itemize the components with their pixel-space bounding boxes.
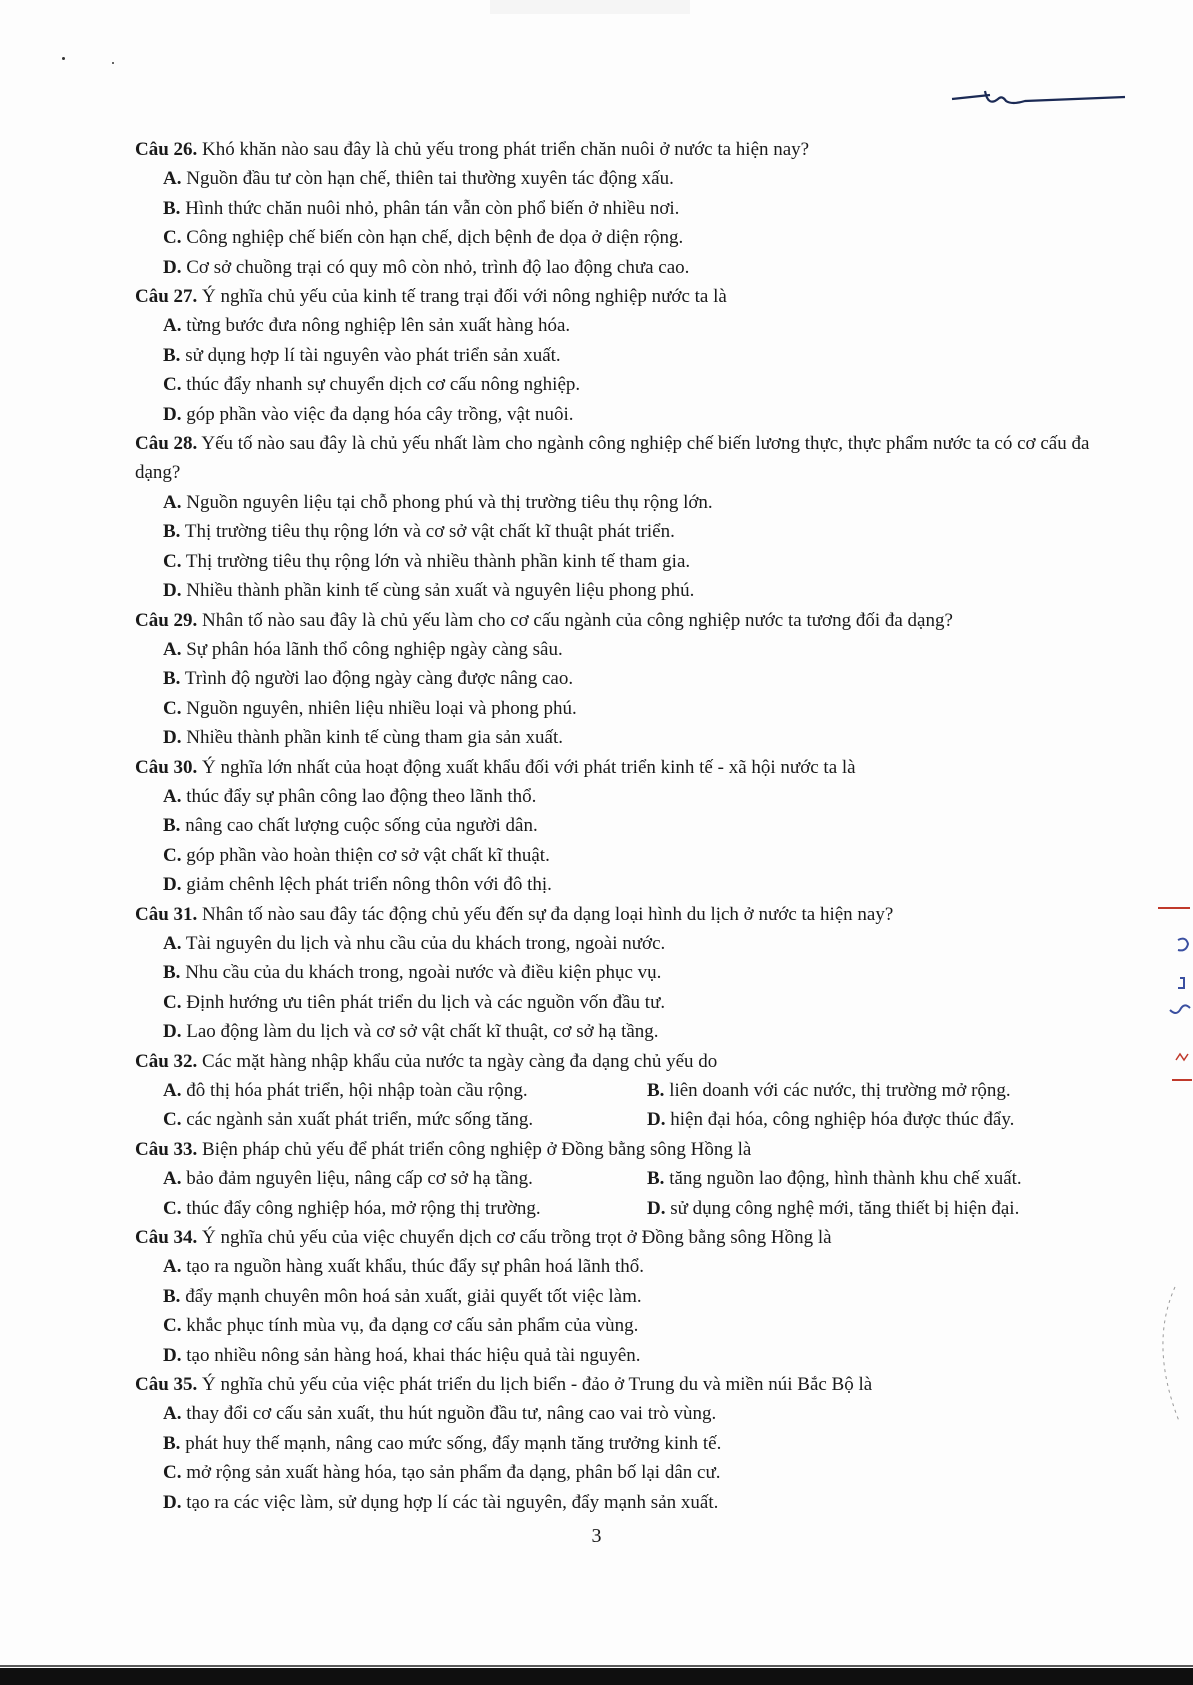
question-text: Yếu tố nào sau đây là chủ yếu nhất làm cho ngành công nghiệp chế biến lương thực, thực phẩm nước ta có cơ cấu đa dạng?: [135, 433, 1090, 484]
answer-option: [135, 517, 1105, 546]
answer-option: [135, 1429, 1105, 1458]
option-text: Nhu cầu của du khách trong, ngoài nước và điều kiện phục vụ.: [180, 962, 662, 984]
option-text: Lao động làm du lịch và cơ sở vật chất kĩ thuật, cơ sở hạ tầng.: [181, 1021, 659, 1043]
option-text: tạo nhiều nông sản hàng hoá, khai thác hiệu quả tài nguyên.: [181, 1344, 641, 1366]
option-text: tạo ra nguồn hàng xuất khẩu, thúc đẩy sự phân hoá lãnh thổ.: [181, 1256, 644, 1278]
answer-option: [135, 341, 1105, 370]
option-text: Hình thức chăn nuôi nhỏ, phân tán vẫn còn phổ biến ở nhiều nơi.: [180, 197, 680, 219]
option-text: Trình độ người lao động ngày càng được nâng cao.: [180, 668, 574, 690]
answer-option-row: [135, 1194, 1105, 1223]
question-text: Khó khăn nào sau đây là chủ yếu trong phát triển chăn nuôi ở nước ta hiện nay?: [197, 139, 810, 160]
option-text: đẩy mạnh chuyên môn hoá sản xuất, giải quyết tốt việc làm.: [180, 1285, 642, 1307]
option-letter: C.: [163, 1197, 182, 1219]
question-stem: [135, 606, 1105, 635]
scan-speck: [112, 62, 114, 64]
option-letter: C.: [163, 844, 182, 866]
option-letter: A.: [163, 785, 182, 807]
question-stem: [135, 1047, 1105, 1076]
option-letter: C.: [163, 1109, 182, 1131]
option-letter: C.: [163, 550, 182, 572]
option-text: Nguồn nguyên, nhiên liệu nhiều loại và phong phú.: [181, 697, 577, 719]
question-stem: [135, 135, 1105, 164]
question-text: Nhân tố nào sau đây tác động chủ yếu đến sự đa dạng loại hình du lịch ở nước ta hiện nay?: [197, 903, 894, 925]
option-text: thay đổi cơ cấu sản xuất, thu hút nguồn đầu tư, nâng cao vai trò vùng.: [181, 1403, 717, 1425]
option-text: đô thị hóa phát triển, hội nhập toàn cầu rộng.: [181, 1080, 528, 1101]
answer-option: [135, 576, 1105, 605]
option-text: phát huy thế mạnh, nâng cao mức sống, đẩy mạnh tăng trưởng kinh tế.: [180, 1432, 722, 1454]
answer-option: [135, 547, 1105, 576]
option-letter: D.: [163, 1491, 182, 1513]
option-text: thúc đẩy sự phân công lao động theo lãnh thổ.: [181, 785, 537, 807]
option-letter: D.: [163, 256, 182, 278]
option-letter: A.: [163, 932, 182, 954]
question-text: Các mặt hàng nhập khẩu của nước ta ngày càng đa dạng chủ yếu do: [197, 1050, 718, 1072]
option-text: góp phần vào việc đa dạng hóa cây trồng, vật nuôi.: [181, 403, 574, 425]
answer-option: [135, 370, 1105, 399]
option-text: hiện đại hóa, công nghiệp hóa được thúc đẩy.: [665, 1109, 1015, 1131]
answer-option: [135, 870, 1105, 899]
option-text: Thị trường tiêu thụ rộng lớn và cơ sở vật chất kĩ thuật phát triển.: [180, 521, 675, 543]
option-text: sử dụng công nghệ mới, tăng thiết bị hiện đại.: [665, 1197, 1020, 1219]
question-text: Ý nghĩa chủ yếu của kinh tế trang trại đối với nông nghiệp nước ta là: [197, 286, 727, 308]
answer-option: [163, 1194, 647, 1223]
option-letter: A.: [163, 638, 182, 660]
question-number: Câu 34.: [135, 1227, 198, 1249]
question-text: Nhân tố nào sau đây là chủ yếu làm cho cơ cấu ngành của công nghiệp nước ta tương đối đa dạng?: [197, 609, 953, 631]
option-letter: A.: [163, 1403, 182, 1425]
question-stem: [135, 429, 1105, 488]
option-letter: B.: [163, 815, 181, 837]
question-text: Ý nghĩa chủ yếu của việc chuyển dịch cơ cấu trồng trọt ở Đồng bằng sông Hồng là: [197, 1227, 832, 1249]
option-letter: A.: [163, 168, 182, 190]
option-letter: C.: [163, 991, 182, 1013]
option-text: từng bước đưa nông nghiệp lên sản xuất hàng hóa.: [181, 315, 571, 337]
option-text: mở rộng sản xuất hàng hóa, tạo sản phẩm đa dạng, phân bố lại dân cư.: [181, 1462, 721, 1484]
option-text: sử dụng hợp lí tài nguyên vào phát triển sản xuất.: [180, 344, 561, 366]
option-letter: C.: [163, 227, 182, 249]
option-letter: C.: [163, 1315, 182, 1337]
answer-option: [135, 400, 1105, 429]
option-text: Thị trường tiêu thụ rộng lớn và nhiều thành phần kinh tế tham gia.: [181, 550, 691, 572]
option-letter: B.: [163, 962, 181, 984]
option-text: tạo ra các việc làm, sử dụng hợp lí các tài nguyên, đẩy mạnh sản xuất.: [181, 1491, 719, 1513]
scan-edge: [0, 1665, 1193, 1667]
handwritten-initials-mark: [950, 85, 1130, 115]
answer-option: [135, 958, 1105, 987]
option-text: Cơ sở chuồng trại có quy mô còn nhỏ, trình độ lao động chưa cao.: [181, 256, 690, 278]
answer-option: [135, 1017, 1105, 1046]
option-letter: B.: [163, 521, 181, 543]
option-text: bảo đảm nguyên liệu, nâng cấp cơ sở hạ tầng.: [181, 1168, 533, 1190]
question-stem: [135, 282, 1105, 311]
answer-option: [135, 1282, 1105, 1311]
answer-option: [135, 841, 1105, 870]
answer-option: [163, 1164, 647, 1193]
option-letter: D.: [647, 1109, 666, 1131]
question-number: Câu 31.: [135, 903, 198, 925]
option-letter: B.: [163, 197, 181, 219]
option-text: thúc đẩy công nghiệp hóa, mở rộng thị trường.: [181, 1197, 541, 1219]
answer-option: [135, 1341, 1105, 1370]
answer-option: [135, 635, 1105, 664]
answer-option: [135, 723, 1105, 752]
scan-artifact: [490, 0, 690, 14]
option-letter: C.: [163, 374, 182, 396]
option-text: khắc phục tính mùa vụ, đa dạng cơ cấu sản phẩm của vùng.: [181, 1315, 639, 1337]
answer-option: [135, 664, 1105, 693]
question-number: Câu 27.: [135, 286, 198, 308]
question-number: Câu 33.: [135, 1138, 198, 1160]
option-letter: B.: [163, 1285, 181, 1307]
option-letter: D.: [163, 580, 182, 602]
option-letter: B.: [163, 344, 181, 366]
question-number: Câu 28.: [135, 433, 198, 455]
option-text: Công nghiệp chế biến còn hạn chế, dịch bệnh đe dọa ở diện rộng.: [181, 227, 684, 249]
option-text: liên doanh với các nước, thị trường mở rộng.: [664, 1080, 1011, 1101]
option-letter: D.: [647, 1197, 666, 1219]
answer-option: [135, 782, 1105, 811]
option-letter: A.: [163, 1168, 182, 1190]
option-text: nâng cao chất lượng cuộc sống của người dân.: [180, 815, 538, 837]
option-letter: B.: [163, 1432, 181, 1454]
question-number: Câu 32.: [135, 1050, 198, 1072]
answer-option: [135, 811, 1105, 840]
option-text: Nhiều thành phần kinh tế cùng tham gia sản xuất.: [181, 727, 563, 749]
option-letter: B.: [647, 1080, 665, 1101]
scan-edge-bar: [0, 1668, 1193, 1685]
answer-option: [135, 929, 1105, 958]
answer-option: [135, 253, 1105, 282]
question-number: Câu 35.: [135, 1374, 198, 1396]
answer-option: [135, 223, 1105, 252]
answer-option: [135, 988, 1105, 1017]
question-stem: [135, 900, 1105, 929]
answer-option: [647, 1076, 1011, 1105]
question-text: Biện pháp chủ yếu để phát triển công nghiệp ở Đồng bằng sông Hồng là: [197, 1138, 752, 1160]
option-letter: A.: [163, 491, 182, 513]
option-letter: A.: [163, 315, 182, 337]
option-letter: D.: [163, 403, 182, 425]
answer-option: [163, 1076, 647, 1105]
option-letter: B.: [163, 668, 181, 690]
answer-option: [135, 164, 1105, 193]
option-letter: C.: [163, 697, 182, 719]
option-text: thúc đẩy nhanh sự chuyển dịch cơ cấu nông nghiệp.: [181, 374, 581, 396]
margin-stamp-fragments: [1150, 900, 1193, 1160]
option-text: Sự phân hóa lãnh thổ công nghiệp ngày càng sâu.: [181, 638, 563, 660]
option-letter: B.: [647, 1168, 665, 1190]
answer-option-row: [135, 1105, 1105, 1134]
option-text: Định hướng ưu tiên phát triển du lịch và các nguồn vốn đầu tư.: [181, 991, 666, 1013]
option-text: tăng nguồn lao động, hình thành khu chế xuất.: [664, 1168, 1022, 1190]
answer-option: [135, 694, 1105, 723]
option-text: Tài nguyên du lịch và nhu cầu của du khách trong, ngoài nước.: [181, 932, 666, 954]
page-number: 3: [591, 1525, 602, 1547]
option-letter: D.: [163, 874, 182, 896]
answer-option: [135, 488, 1105, 517]
answer-option: [647, 1194, 1019, 1223]
option-text: Nguồn đầu tư còn hạn chế, thiên tai thường xuyên tác động xấu.: [181, 168, 674, 190]
question-number: Câu 29.: [135, 609, 198, 631]
option-text: góp phần vào hoàn thiện cơ sở vật chất kĩ thuật.: [181, 844, 550, 866]
answer-option-row: [135, 1164, 1105, 1193]
scan-speck: [62, 57, 65, 60]
option-letter: D.: [163, 727, 182, 749]
question-stem: [135, 1135, 1105, 1164]
answer-option: [135, 1458, 1105, 1487]
answer-option: [135, 194, 1105, 223]
option-text: giảm chênh lệch phát triển nông thôn với đô thị.: [181, 874, 552, 896]
answer-option: [647, 1164, 1022, 1193]
margin-pencil-arc: [1145, 1285, 1185, 1425]
answer-option-row: [135, 1076, 1105, 1105]
option-letter: A.: [163, 1080, 182, 1101]
question-number: Câu 30.: [135, 756, 198, 778]
question-number: Câu 26.: [135, 139, 198, 160]
option-text: Nguồn nguyên liệu tại chỗ phong phú và thị trường tiêu thụ rộng lớn.: [181, 491, 713, 513]
option-letter: D.: [163, 1021, 182, 1043]
question-stem: [135, 753, 1105, 782]
answer-option: [135, 1399, 1105, 1428]
question-stem: [135, 1370, 1105, 1399]
answer-option: [135, 311, 1105, 340]
answer-option: [647, 1105, 1014, 1134]
option-letter: C.: [163, 1462, 182, 1484]
option-letter: A.: [163, 1256, 182, 1278]
answer-option: [163, 1105, 647, 1134]
exam-content: [135, 135, 1105, 1517]
answer-option: [135, 1488, 1105, 1517]
option-text: Nhiều thành phần kinh tế cùng sản xuất và nguyên liệu phong phú.: [181, 580, 695, 602]
answer-option: [135, 1311, 1105, 1340]
question-text: Ý nghĩa chủ yếu của việc phát triển du lịch biển - đảo ở Trung du và miền núi Bắc Bộ là: [197, 1374, 873, 1396]
question-stem: [135, 1223, 1105, 1252]
question-text: Ý nghĩa lớn nhất của hoạt động xuất khẩu đối với phát triển kinh tế - xã hội nước ta là: [197, 756, 856, 778]
answer-option: [135, 1252, 1105, 1281]
option-letter: D.: [163, 1344, 182, 1366]
option-text: các ngành sản xuất phát triển, mức sống tăng.: [181, 1109, 534, 1131]
